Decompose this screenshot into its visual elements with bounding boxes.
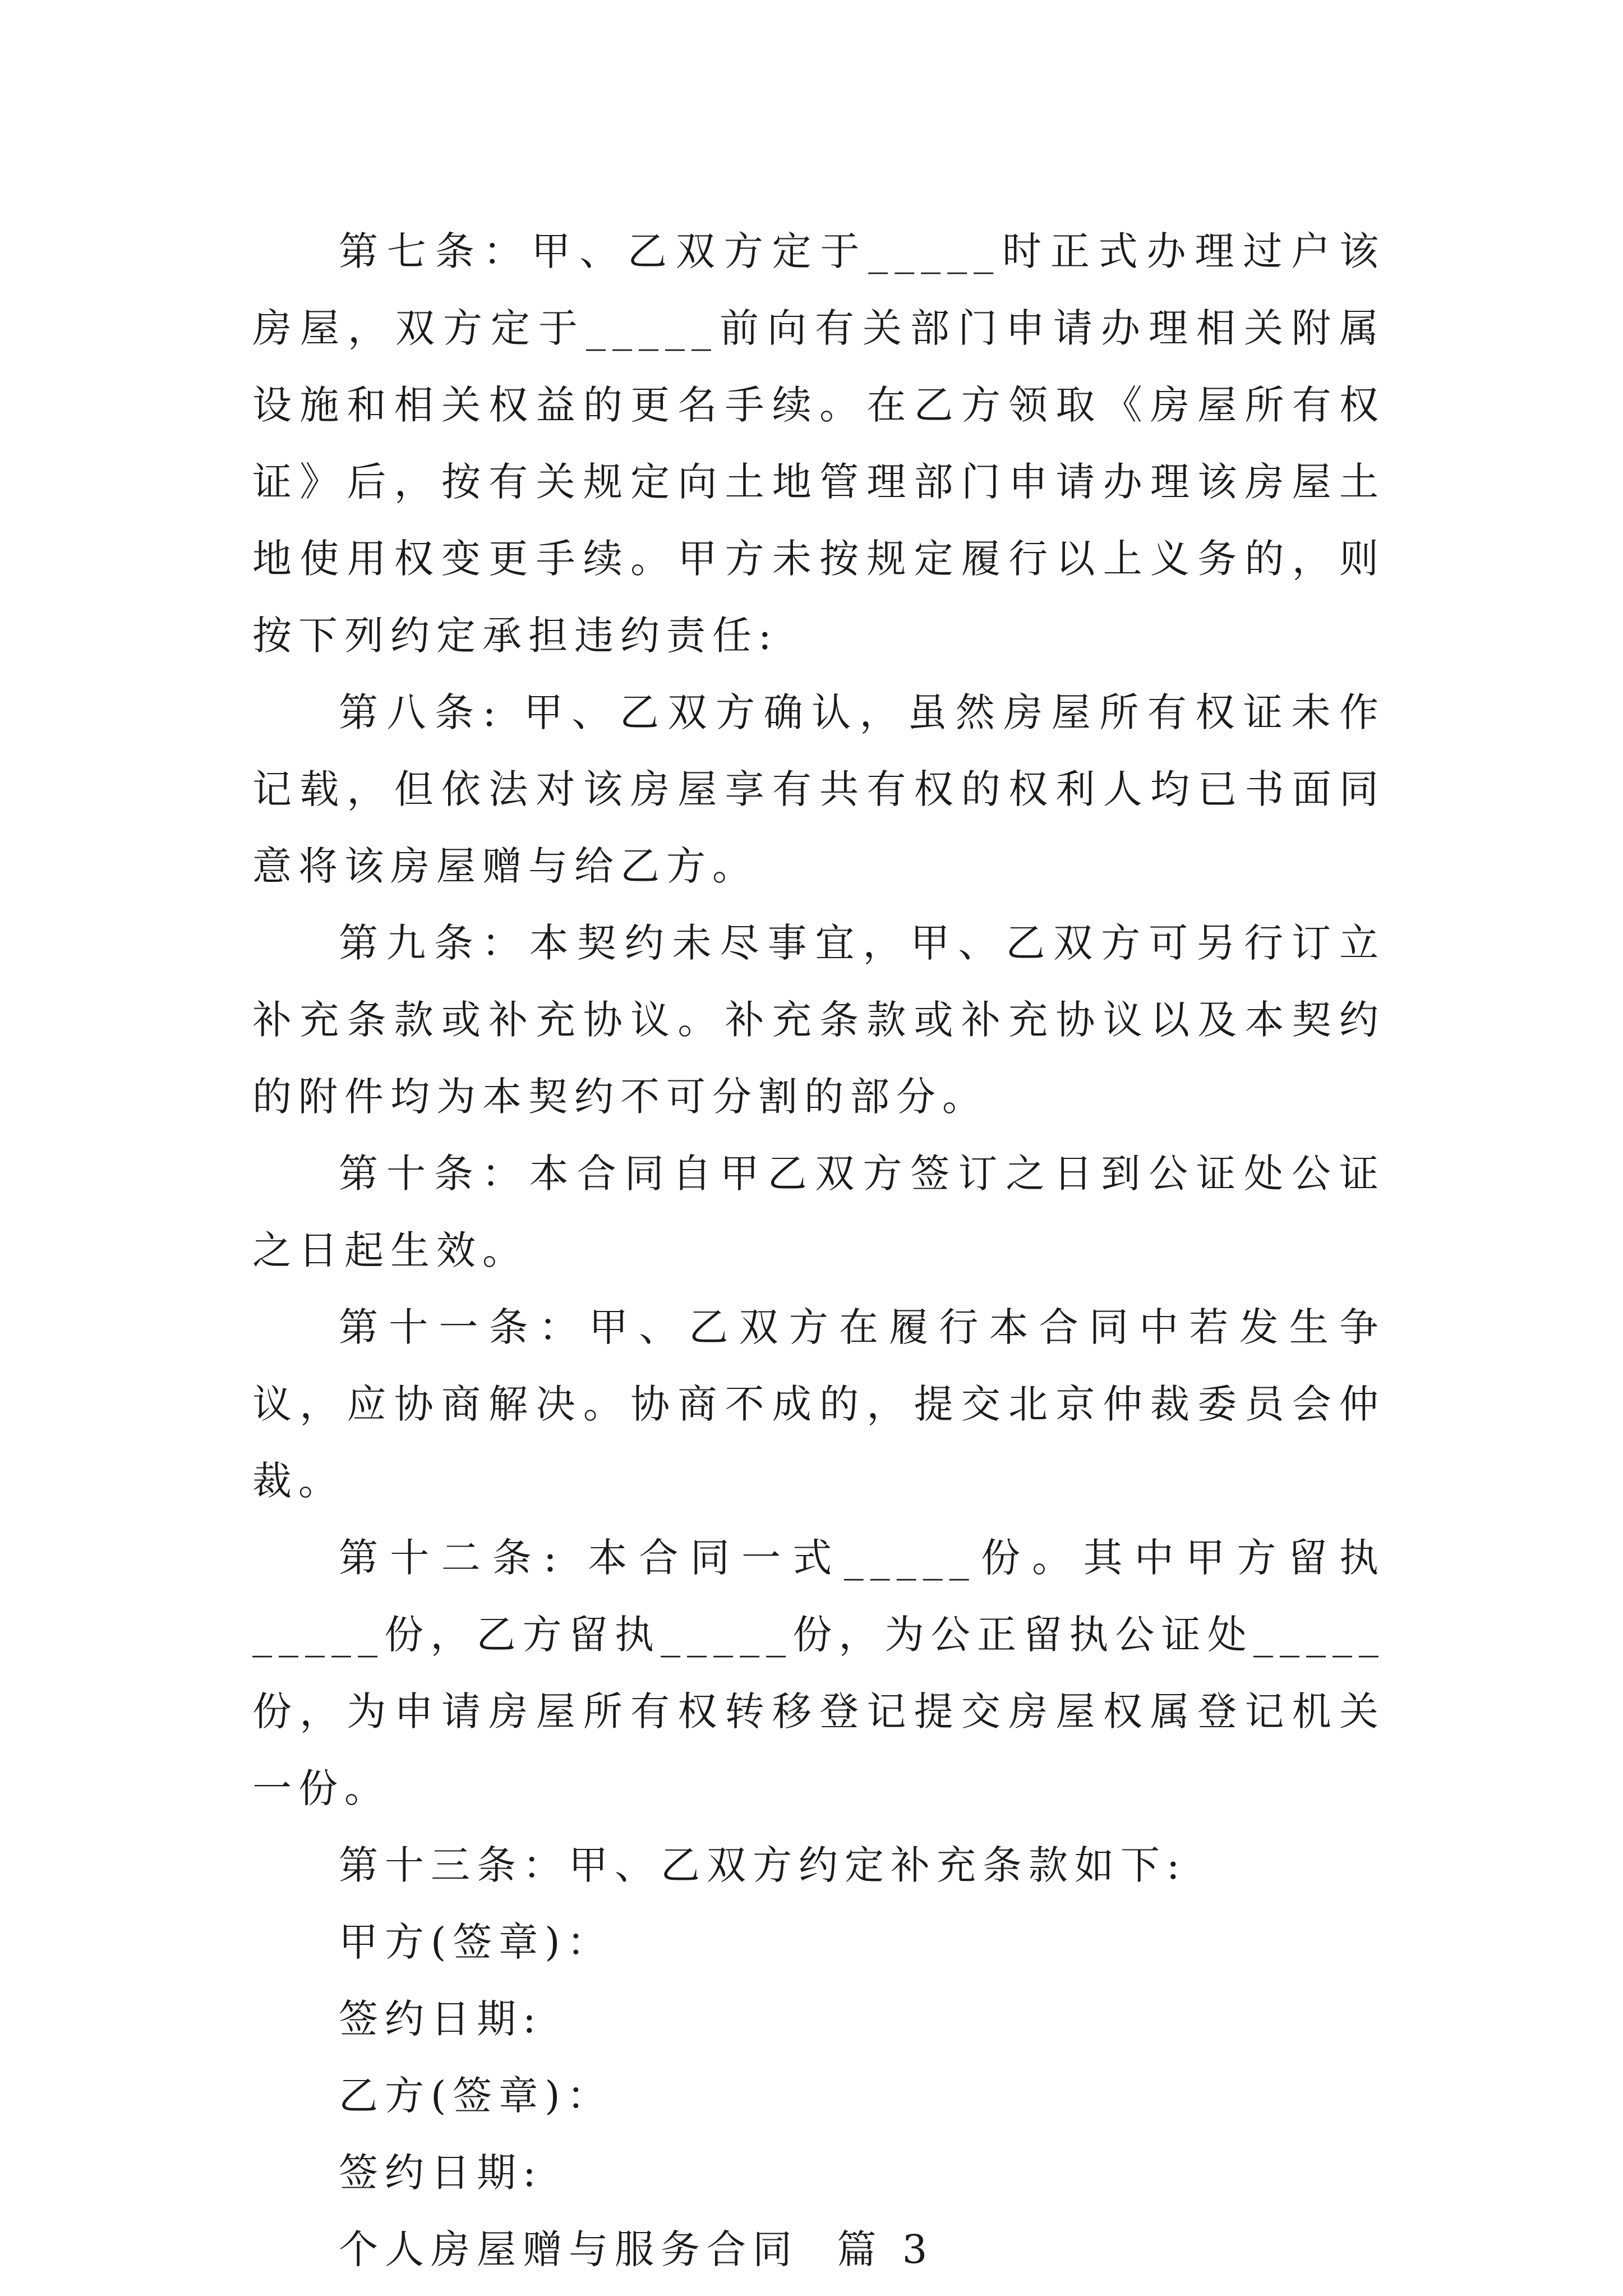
clause-12: 第十二条: 本合同一式_____份。其中甲方留执_____份，乙方留执_____份，为公正留执公证处_____份，为申请房屋所有权转移登记提交房屋权属登记机关一份。 xyxy=(252,1535,1385,1811)
clause-9: 第九条：本契约未尽事宜，甲、乙双方可另行订立补充条款或补充协议。补充条款或补充协议以及本契约的附件均为本契约不可分割的部分。 xyxy=(252,920,1385,1120)
clause-11: 第十一条：甲、乙双方在履行本合同中若发生争议，应协商解决。协商不成的，提交北京仲裁委员会仲裁。 xyxy=(252,1304,1385,1504)
clause-13: 第十三条：甲、乙双方约定补充条款如下: xyxy=(339,1842,1187,1888)
clause-7: 第七条：甲、乙双方定于_____时正式办理过户该房屋，双方定于_____前向有关部门申请办理相关附属设施和相关权益的更名手续。在乙方领取《房屋所有权证》后，按有关规定向土地管理部门申请办理该房屋土地使用权变更手续。甲方未按规定履行以上义务的，则按下列约定承担违约责任: xyxy=(252,228,1385,659)
section-heading: 个人房屋赠与服务合同 篇 3 xyxy=(339,2226,934,2272)
party-a-sign-date: 签约日期: xyxy=(339,1996,543,2042)
party-b-signature: 乙方(签章)： xyxy=(339,2073,613,2119)
document-page xyxy=(252,213,1385,2288)
clause-10: 第十条：本合同自甲乙双方签订之日到公证处公证之日起生效。 xyxy=(252,1151,1385,1273)
party-a-signature: 甲方(签章)： xyxy=(339,1919,613,1965)
clause-8: 第八条: 甲、乙双方确认，虽然房屋所有权证未作记载，但依法对该房屋享有共有权的权利人均已书面同意将该房屋赠与给乙方。 xyxy=(252,689,1385,889)
party-b-sign-date: 签约日期: xyxy=(339,2150,543,2196)
